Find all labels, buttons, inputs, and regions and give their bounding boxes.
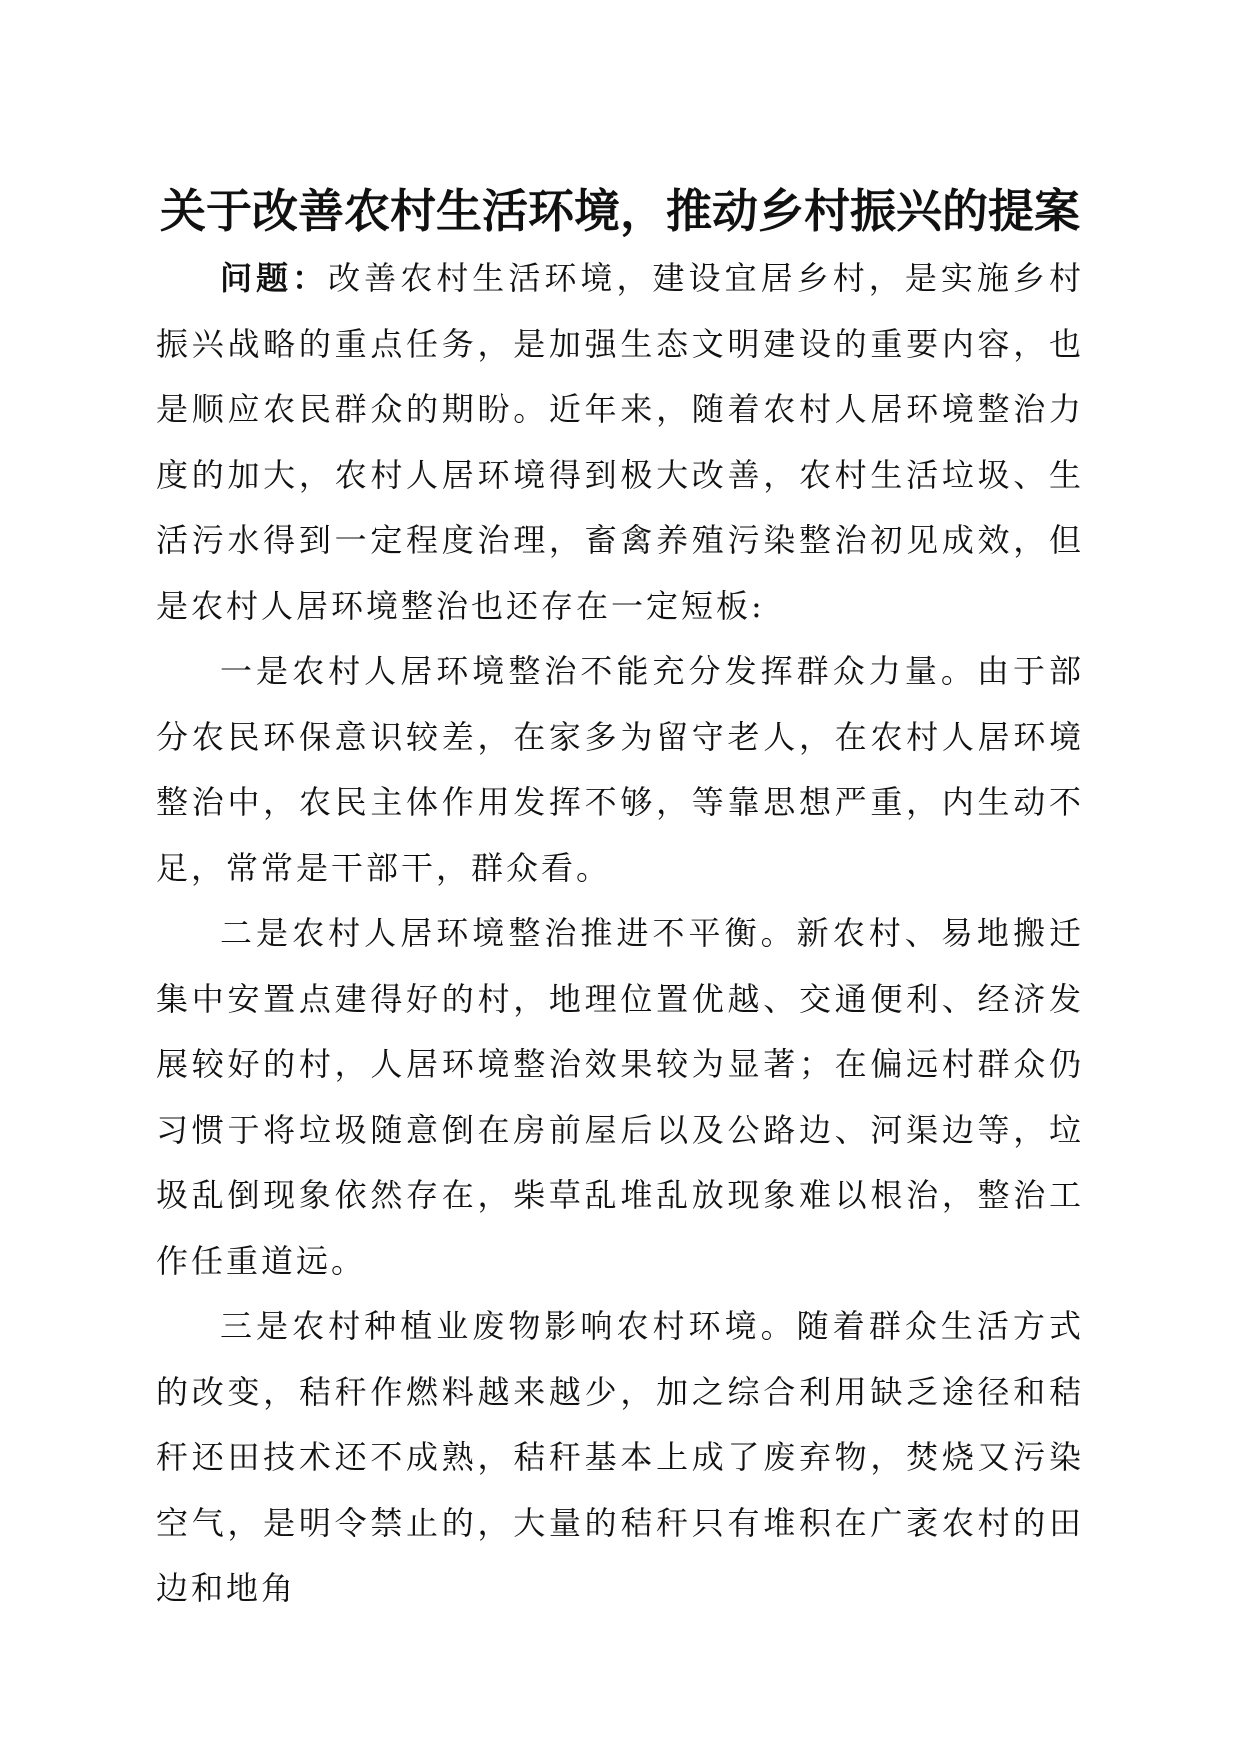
- intro-text: 改善农村生活环境，建设宜居乡村，是实施乡村振兴战略的重点任务，是加强生态文明建设的重要内容，也是顺应农民群众的期盼。近年来，随着农村人居环境整治力度的加大，农村人居环境得到极大改善，农村生活垃圾、生活污水得到一定程度治理，畜禽养殖污染整治初见成效，但是农村人居环境整治也还存在一定短板:: [156, 259, 1084, 625]
- paragraph-1: 一是农村人居环境整治不能充分发挥群众力量。由于部分农民环保意识较差，在家多为留守老人，在农村人居环境整治中，农民主体作用发挥不够，等靠思想严重，内生动不足，常常是干部干，群众看。: [156, 652, 1084, 887]
- paragraph-2: 二是农村人居环境整治推进不平衡。新农村、易地搬迁集中安置点建得好的村，地理位置优越、交通便利、经济发展较好的村，人居环境整治效果较为显著；在偏远村群众仍习惯于将垃圾随意倒在房前屋后以及公路边、河渠边等，垃圾乱倒现象依然存在，柴草乱堆乱放现象难以根治，整治工作任重道远。: [156, 914, 1084, 1280]
- intro-lead: 问题：: [220, 259, 329, 297]
- document-title: 关于改善农村生活环境，推动乡村振兴的提案: [160, 184, 1080, 238]
- document-page: [156, 176, 1084, 1622]
- paragraph-3: 三是农村种植业废物影响农村环境。随着群众生活方式的改变，秸秆作燃料越来越少，加之综合利用缺乏途径和秸秆还田技术还不成熟，秸秆基本上成了废弃物，焚烧又污染空气，是明令禁止的，大量的秸秆只有堆积在广袤农村的田边和地角: [156, 1307, 1084, 1607]
- intro-paragraph: [156, 246, 1084, 639]
